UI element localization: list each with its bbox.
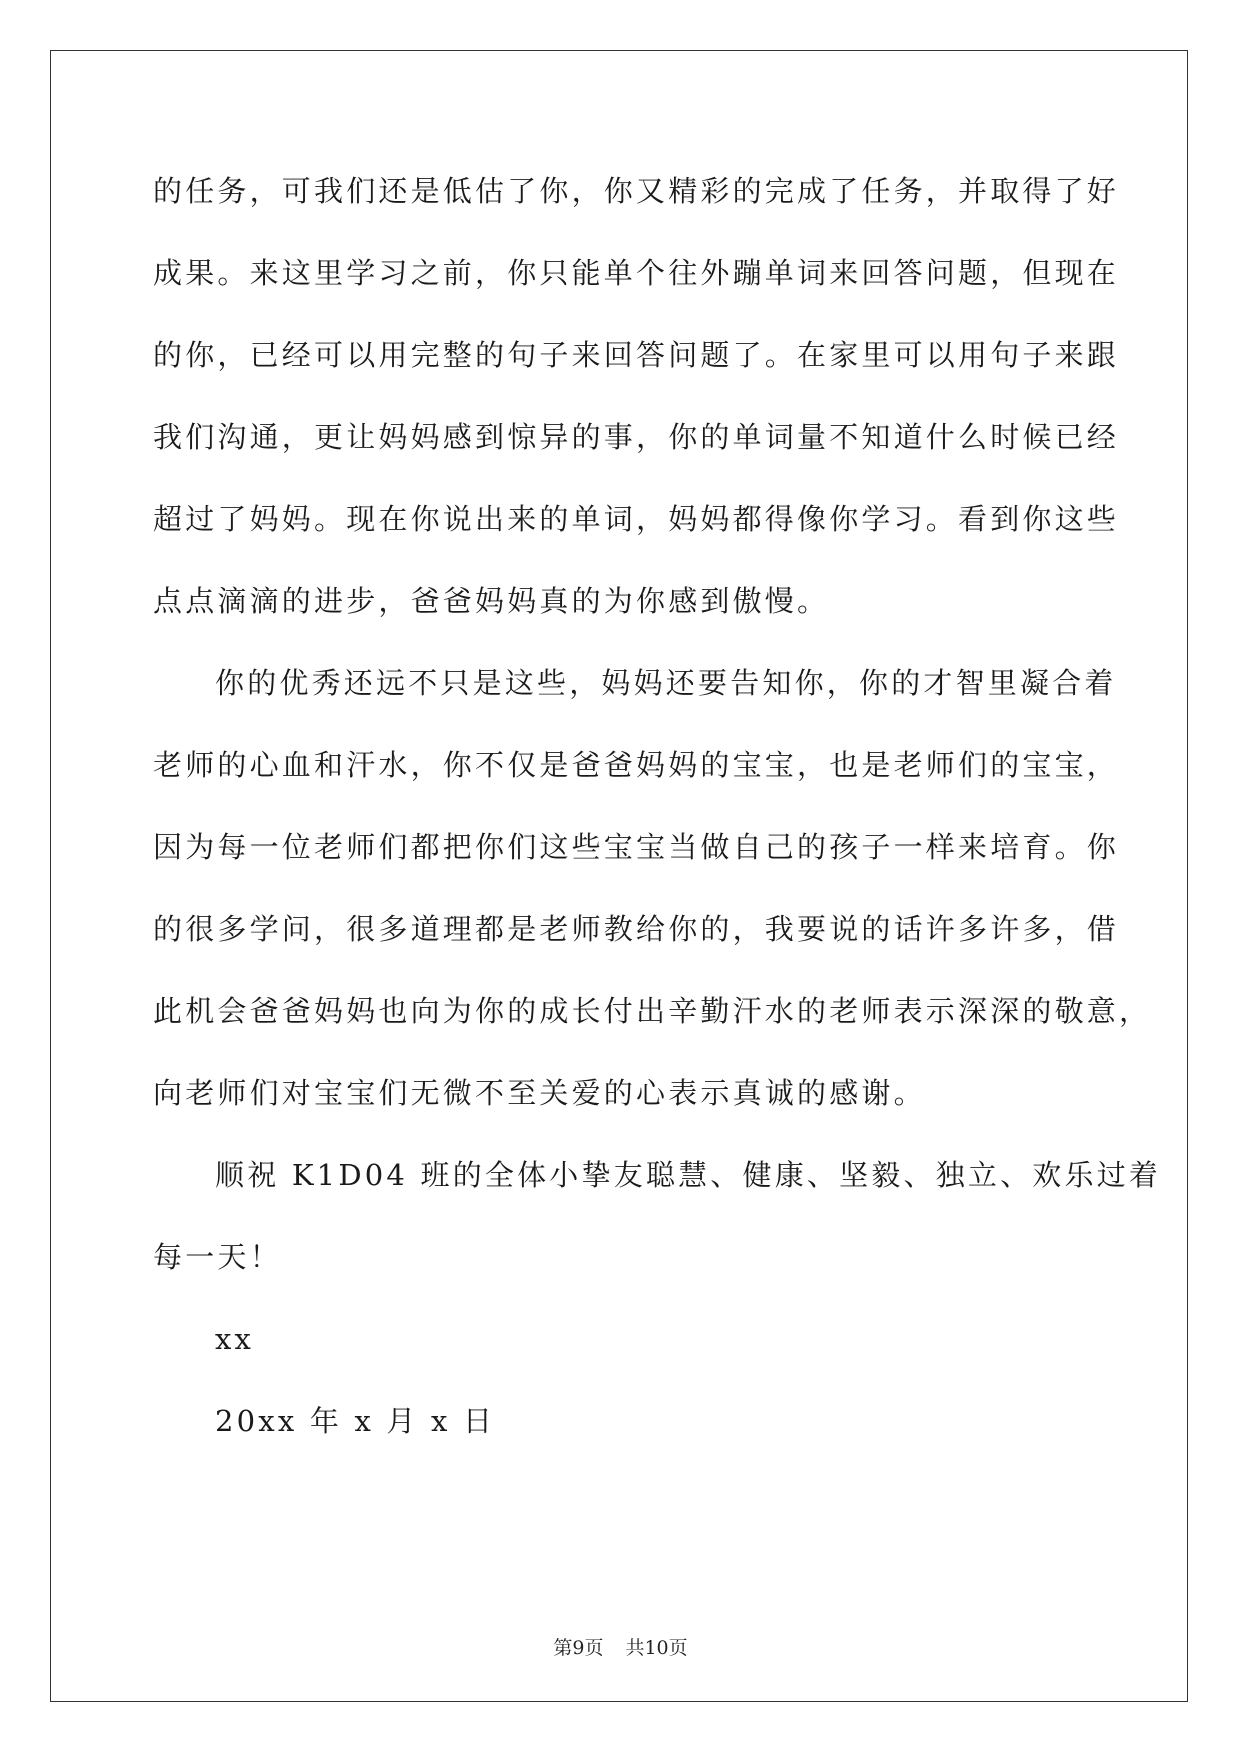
page-number: 第9页 <box>553 1637 604 1659</box>
body-line: 因为每一位老师们都把你们这些宝宝当做自己的孩子一样来培育。你 <box>153 830 1120 864</box>
body-line: 点点滴滴的进步，爸爸妈妈真的为你感到傲慢。 <box>153 584 830 618</box>
body-line: 向老师们对宝宝们无微不至关爱的心表示真诚的感谢。 <box>153 1076 926 1110</box>
body-line: 成果。来这里学习之前，你只能单个往外蹦单词来回答问题，但现在 <box>153 256 1120 290</box>
paragraph-start-line: 顺祝 K1D04 班的全体小挚友聪慧、健康、坚毅、独立、欢乐过着 <box>215 1158 1162 1192</box>
page-footer <box>0 1633 1241 1660</box>
body-line: 老师的心血和汗水，你不仅是爸爸妈妈的宝宝，也是老师们的宝宝， <box>153 748 1120 782</box>
signature-date: 20xx 年 x 月 x 日 <box>215 1404 496 1438</box>
body-line: 的很多学问，很多道理都是老师教给你的，我要说的话许多许多，借 <box>153 912 1120 946</box>
body-line: 超过了妈妈。现在你说出来的单词，妈妈都得像你学习。看到你这些 <box>153 502 1120 536</box>
body-line: 的任务，可我们还是低估了你，你又精彩的完成了任务，并取得了好 <box>153 174 1120 208</box>
page-total: 共10页 <box>625 1637 688 1659</box>
document-body <box>153 150 1162 1462</box>
body-line: 每一天！ <box>153 1240 282 1274</box>
signature-name: xx <box>215 1322 255 1356</box>
paragraph-start-line: 你的优秀还远不只是这些，妈妈还要告知你，你的才智里凝合着 <box>215 666 1117 700</box>
body-line: 的你，已经可以用完整的句子来回答问题了。在家里可以用句子来跟 <box>153 338 1120 372</box>
body-line: 此机会爸爸妈妈也向为你的成长付出辛勤汗水的老师表示深深的敬意， <box>153 994 1152 1028</box>
body-line: 我们沟通，更让妈妈感到惊异的事，你的单词量不知道什么时候已经 <box>153 420 1120 454</box>
